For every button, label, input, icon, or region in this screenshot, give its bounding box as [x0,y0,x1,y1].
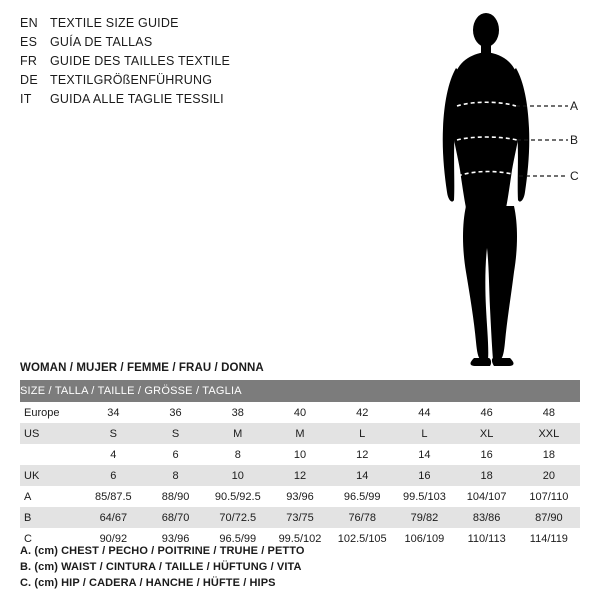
table-cell: 96.5/99 [207,528,269,549]
language-title: TEXTILGRÖßENFÜHRUNG [50,73,213,87]
table-cell: 12 [331,444,393,465]
size-table [20,380,580,549]
table-cell: 18 [456,465,518,486]
table-cell: 42 [331,402,393,423]
table-cell: 34 [82,402,144,423]
row-label [20,444,82,465]
language-title: GUÍA DE TALLAS [50,35,153,49]
table-cell: 18 [518,444,580,465]
table-cell: 85/87.5 [82,486,144,507]
table-cell: 14 [331,465,393,486]
table-row [20,486,580,507]
legend-line-a: A. (cm) CHEST / PECHO / POITRINE / TRUHE / PETTO [20,545,305,557]
female-silhouette-icon [400,8,590,368]
table-cell: 10 [269,444,331,465]
language-title: TEXTILE SIZE GUIDE [50,16,179,30]
table-cell: 114/119 [518,528,580,549]
body-figure [400,8,590,368]
language-code: IT [20,92,32,106]
table-cell: 102.5/105 [331,528,393,549]
language-code: FR [20,54,38,68]
table-cell: 83/86 [456,507,518,528]
table-cell: XL [456,423,518,444]
table-cell: 79/82 [393,507,455,528]
table-cell: 87/90 [518,507,580,528]
language-code: EN [20,16,38,30]
table-cell: 106/109 [393,528,455,549]
size-table-area [20,362,580,549]
language-title: GUIDE DES TAILLES TEXTILE [50,54,231,68]
table-cell: 90/92 [82,528,144,549]
table-row [20,465,580,486]
language-title-list [20,16,320,111]
table-cell: 96.5/99 [331,486,393,507]
table-cell: 6 [82,465,144,486]
table-cell: 44 [393,402,455,423]
table-cell: 16 [393,465,455,486]
table-caption: WOMAN / MUJER / FEMME / FRAU / DONNA [20,362,264,374]
row-label: A [20,486,82,507]
row-label: B [20,507,82,528]
table-row [20,423,580,444]
row-label: US [20,423,82,444]
table-cell: 46 [456,402,518,423]
table-cell: S [82,423,144,444]
table-cell: S [144,423,206,444]
row-label: Europe [20,402,82,423]
table-cell: 93/96 [144,528,206,549]
table-cell: 99.5/102 [269,528,331,549]
language-code: ES [20,35,38,49]
table-cell: 16 [456,444,518,465]
table-cell: 70/72.5 [207,507,269,528]
table-cell: 4 [82,444,144,465]
measure-label-c: C [570,169,579,183]
table-cell: 14 [393,444,455,465]
table-cell: 48 [518,402,580,423]
language-row [20,35,320,54]
table-cell: 68/70 [144,507,206,528]
language-row [20,73,320,92]
table-cell: 107/110 [518,486,580,507]
table-cell: 36 [144,402,206,423]
row-label: C [20,528,82,549]
table-cell: 38 [207,402,269,423]
table-cell: 104/107 [456,486,518,507]
table-cell: 90.5/92.5 [207,486,269,507]
table-cell: 99.5/103 [393,486,455,507]
language-row [20,92,320,111]
table-row [20,444,580,465]
table-cell: 8 [144,465,206,486]
table-cell: M [269,423,331,444]
table-cell: 64/67 [82,507,144,528]
table-row [20,507,580,528]
table-cell: 73/75 [269,507,331,528]
legend-line-b: B. (cm) WAIST / CINTURA / TAILLE / HÜFTUNG / VITA [20,561,302,573]
table-cell: 88/90 [144,486,206,507]
measurement-legend [20,543,580,591]
table-cell: 6 [144,444,206,465]
table-cell: M [207,423,269,444]
measure-label-b: B [570,133,579,147]
measure-label-a: A [570,99,579,113]
table-cell: L [331,423,393,444]
legend-line-c: C. (cm) HIP / CADERA / HANCHE / HÜFTE / HIPS [20,577,276,589]
table-cell: 110/113 [456,528,518,549]
language-row [20,54,320,73]
table-cell: 10 [207,465,269,486]
table-cell: 8 [207,444,269,465]
language-row [20,16,320,35]
table-cell: 12 [269,465,331,486]
language-code: DE [20,73,38,87]
table-cell: 40 [269,402,331,423]
table-cell: XXL [518,423,580,444]
table-cell: L [393,423,455,444]
table-cell: 76/78 [331,507,393,528]
table-row [20,402,580,423]
table-header-row [20,380,580,402]
table-cell: 93/96 [269,486,331,507]
table-header-label: SIZE / TALLA / TAILLE / GRÖSSE / TAGLIA [20,380,580,402]
row-label: UK [20,465,82,486]
language-title: GUIDA ALLE TAGLIE TESSILI [50,92,224,106]
table-cell: 20 [518,465,580,486]
